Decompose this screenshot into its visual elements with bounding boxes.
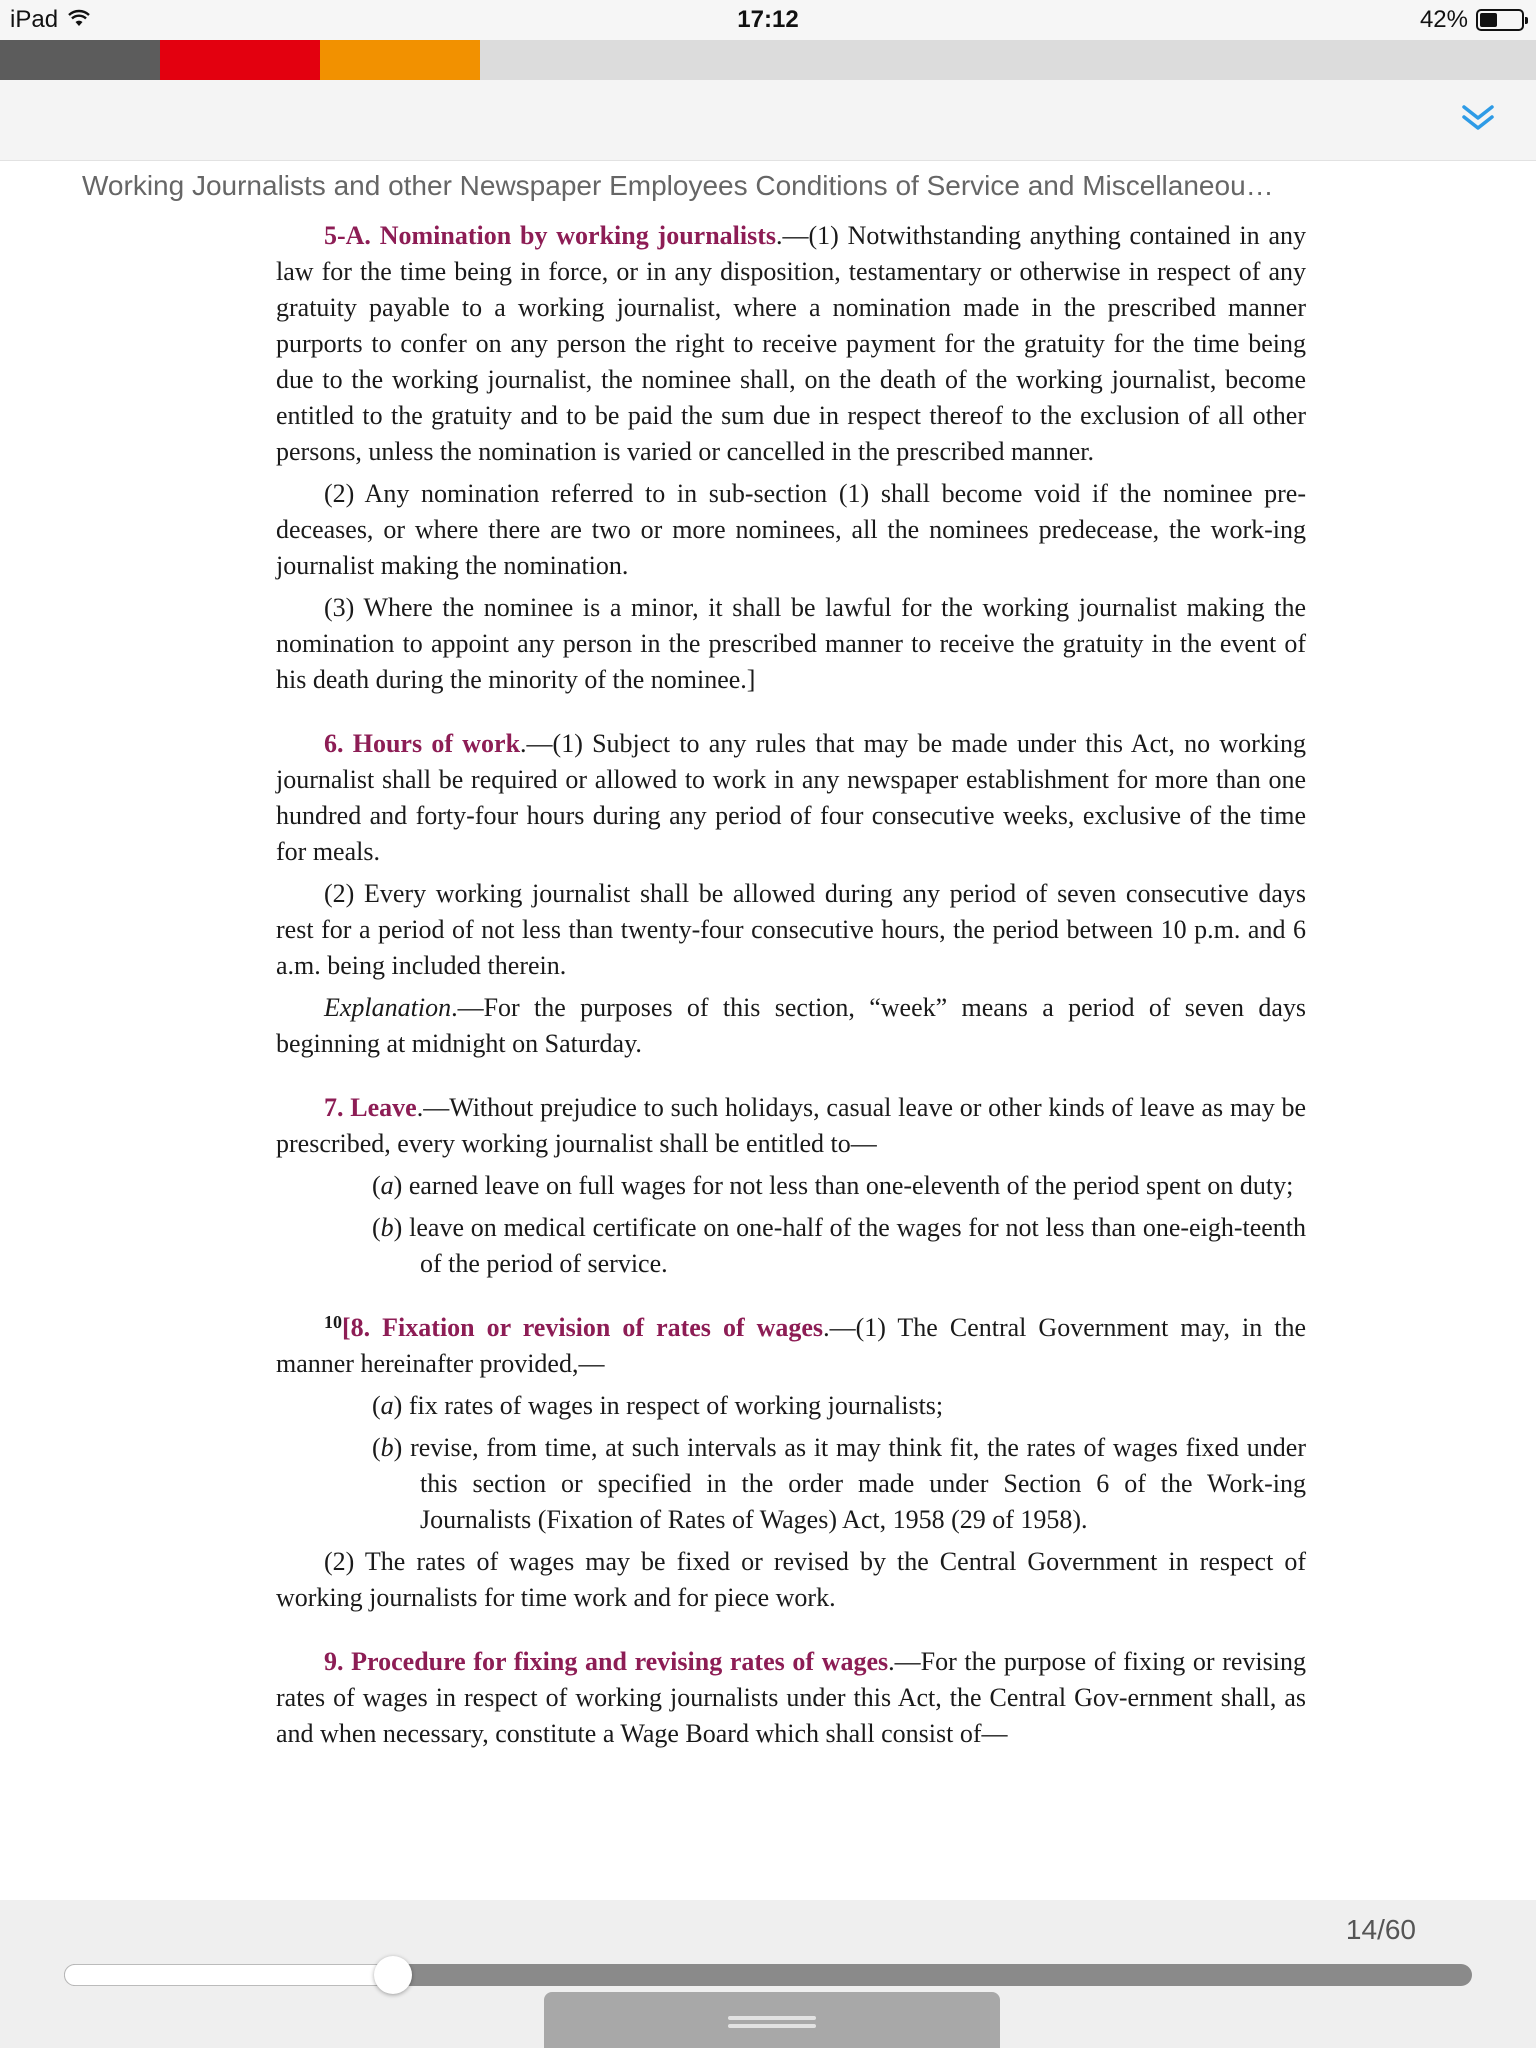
item-label: b (380, 1213, 394, 1242)
explanation-text: .—For the purposes of this section, “week” means a period of seven days beginning at midnight on Saturday. (276, 993, 1306, 1058)
footnote-marker[interactable]: 10 (324, 1312, 342, 1332)
item-text: revise, from time, at such intervals as it may think fit, the rates of wages fixed under this section or specified in the order made under Section 6 of the Work-ing Journalists (Fixation of Rates of Wages) Act, 1958 (29 of 1958). (402, 1433, 1306, 1534)
section-6-heading: 6. Hours of work (324, 729, 521, 758)
section-8-text-1: .—(1) The Central Government may, in the manner hereinafter provided,— (276, 1313, 1306, 1378)
section-5a-para-3: (3) Where the nominee is a minor, it shall be lawful for the working journalist making the nomination to appoint any person in the prescribed manner to receive the gratuity in the event of his death during the minority of the nominee.] (276, 593, 1306, 694)
page-slider-track[interactable] (64, 1964, 1472, 1986)
section-8-item-a: (a) fix rates of wages in respect of working journalists; (372, 1391, 944, 1420)
clock: 17:12 (737, 6, 799, 33)
drawer-handle[interactable] (544, 1992, 1000, 2048)
section-6-explanation (276, 990, 1306, 1062)
section-6-para-2: (2) Every working journalist shall be allowed during any period of seven consecutive days rest for a period of not less than twenty-four consecutive hours, the period between 10 p.m. and 6 a.m. being included therein. (276, 879, 1306, 980)
grip-lines-icon (728, 2016, 816, 2020)
section-9-heading: 9. Procedure for fixing and revising rates of wages (324, 1647, 889, 1676)
collapse-toolbar-button[interactable] (1450, 92, 1506, 148)
document-page (276, 218, 1306, 1752)
item-label: a (380, 1171, 394, 1200)
section-8-item-b: (b) revise, from time, at such intervals as it may think fit, the rates of wages fixed under this section or specified in the order made under Section 6 of the Work-ing Journalists (Fixation of Rates of Wages) Act, 1958 (29 of 1958). (372, 1433, 1306, 1534)
status-right (1420, 6, 1524, 34)
page-indicator: 14/60 (1345, 1914, 1416, 1945)
section-8-para-2: (2) The rates of wages may be fixed or revised by the Central Government in respect of working journalists for time work and for piece work. (276, 1547, 1306, 1612)
section-7-text-1: .—Without prejudice to such holidays, casual leave or other kinds of leave as may be prescribed, every working journalist shall be entitled to— (276, 1093, 1307, 1158)
color-tab-bar (0, 40, 1536, 80)
color-tab-orange[interactable] (320, 40, 480, 80)
battery-icon (1476, 9, 1524, 31)
section-6-text-1: .—(1) Subject to any rules that may be made under this Act, no working journalist shall be required or allowed to work in any newspaper establishment for more than one hundred and forty-four hours during any period of four consecutive weeks, exclusive of the time for meals. (276, 729, 1306, 866)
color-tab-red[interactable] (160, 40, 320, 80)
section-8-heading: [8. Fixation or revision of rates of wages (342, 1313, 824, 1342)
section-5a-heading: 5-A. Nomination by working journalists (324, 221, 776, 250)
document-title: Working Journalists and other Newspaper Employees Conditions of Service and Miscellaneou… (82, 170, 1274, 201)
item-text: fix rates of wages in respect of working journalists; (402, 1391, 944, 1420)
section-6-para-1 (276, 726, 1306, 870)
item-text: leave on medical certificate on one-half of the wages for not less than one-eigh-teenth of the period of service. (402, 1213, 1306, 1278)
section-5a-para-1 (276, 218, 1306, 470)
section-5a-para-2: (2) Any nomination referred to in sub-section (1) shall become void if the nominee pre-deceases, or where there are two or more nominees, all the nominees predecease, the work-ing journalist making the nomination. (276, 479, 1306, 580)
page-slider-progress (64, 1964, 393, 1986)
battery-percent: 42% (1419, 6, 1468, 33)
section-5a-text-1: .—(1) Notwithstanding anything contained in any law for the time being in force, or in any disposition, testamentary or otherwise in respect of any gratuity payable to a working journalist, where a nomination made in the prescribed manner purports to confer on any person the right to receive payment for the gratuity for the time being due to the working journalist, the nominee shall, on the death of the working journalist, become entitled to the gratuity and to be paid the sum due in respect thereof to the exclusion of all other persons, unless the nomination is varied or cancelled in the prescribed manner. (276, 221, 1306, 466)
battery-fill (1480, 13, 1497, 27)
reader-toolbar (0, 80, 1536, 161)
explanation-label: Explanation (324, 993, 452, 1022)
section-9-text-1: .—For the purpose of fixing or revising rates of wages in respect of working journalists under this Act, the Central Gov-ernment shall, as and when necessary, constitute a Wage Board which shall consist of— (276, 1647, 1306, 1748)
page-navigation-bar (0, 1900, 1536, 2048)
item-text: earned leave on full wages for not less than one-eleventh of the period spent on duty; (402, 1171, 1294, 1200)
device-label: iPad (10, 6, 59, 33)
section-8-para-1 (276, 1310, 1306, 1382)
section-7-para-1 (276, 1090, 1306, 1162)
section-7-item-a: (a) earned leave on full wages for not less than one-eleventh of the period spent on duty; (372, 1171, 1294, 1200)
section-9-para-1 (276, 1644, 1306, 1752)
color-tab-gray[interactable] (0, 40, 160, 80)
status-bar (0, 0, 1536, 40)
item-label: b (380, 1433, 394, 1462)
double-chevron-down-icon (1460, 103, 1496, 138)
section-7-item-b: (b) leave on medical certificate on one-half of the wages for not less than one-eigh-teenth of the period of service. (372, 1213, 1306, 1278)
page-slider-thumb[interactable] (374, 1956, 412, 1994)
item-label: a (380, 1391, 394, 1420)
section-7-heading: 7. Leave (324, 1093, 417, 1122)
